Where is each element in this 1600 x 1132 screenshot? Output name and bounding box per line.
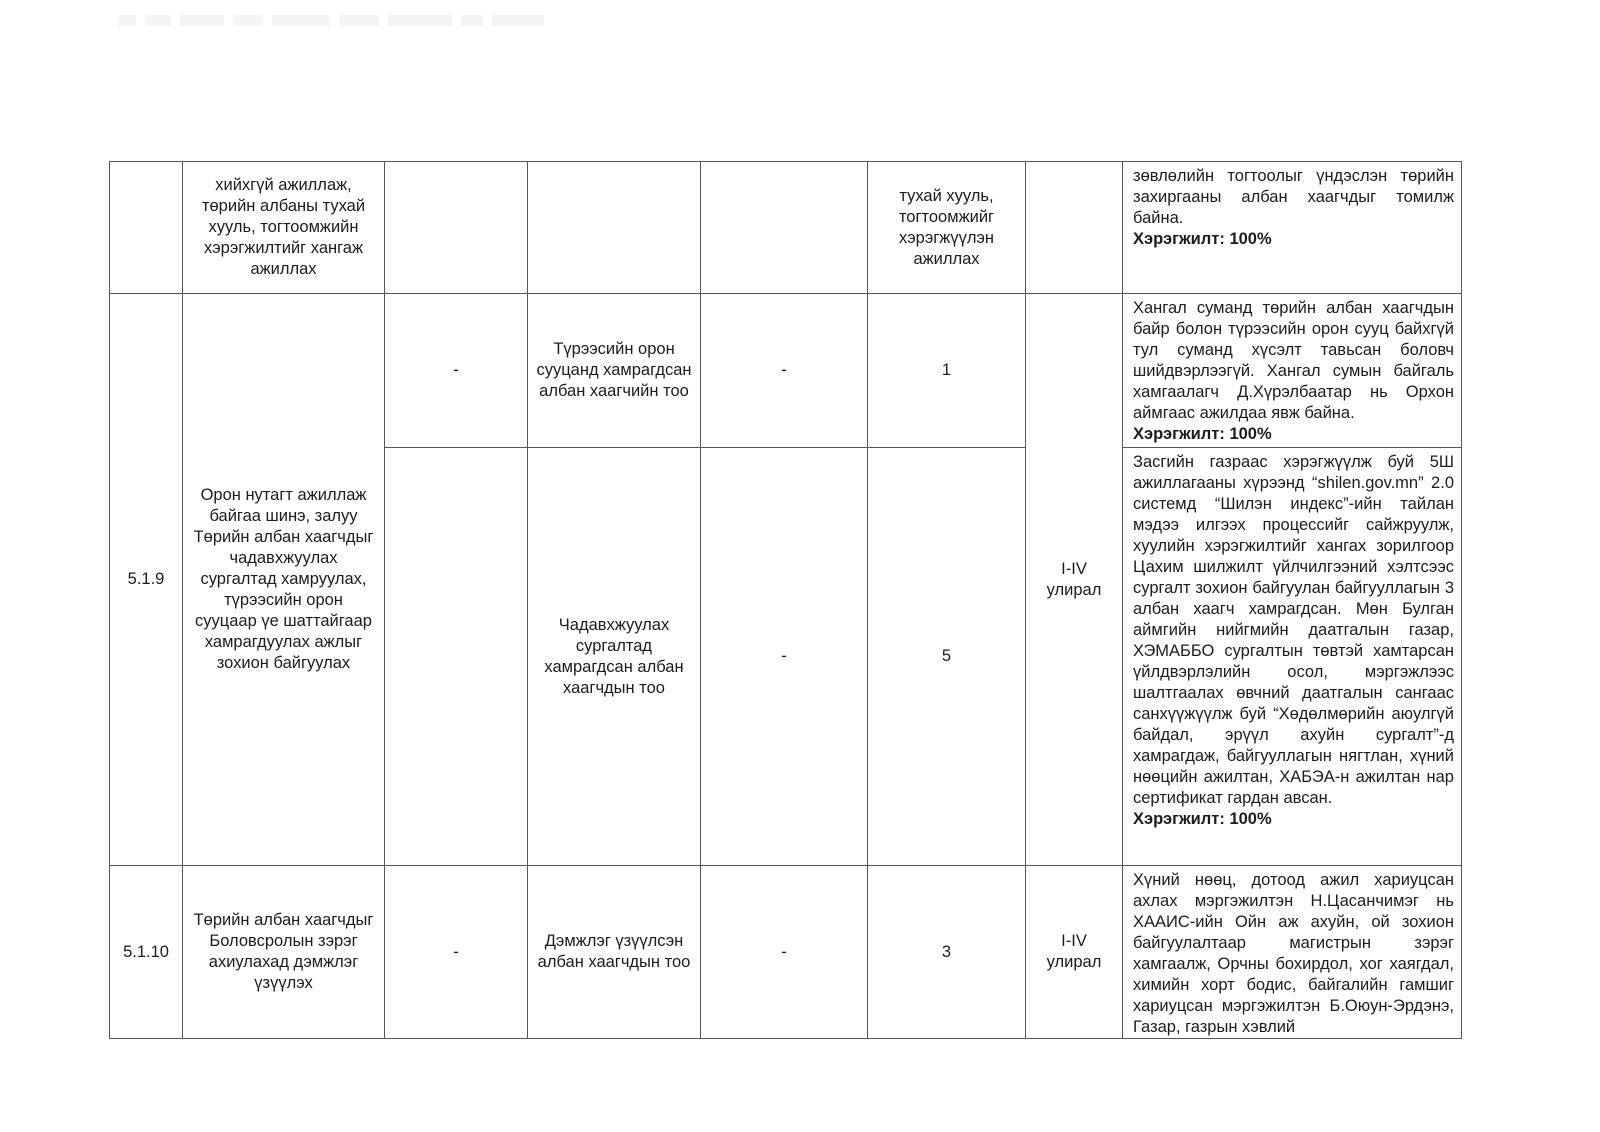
cell-result-519-1: [1122, 293, 1461, 447]
faint-header-artifact: [118, 14, 544, 27]
result-text: Хүний нөөц, дотоод ажил хариуцсан ахлах мэргэжилтэн Н.Цасанчимэг нь ХААИС-ийн Ойн аж ахуйн, ой зохион байгуулалтаар магистрын зэрэг хамгаалж, Орчны бохирдол, хог хаягдал, химийн хорт бодис, байгалийн гамшиг хариуцсан мэргэжилтэн Б.Оюун-Эрдэнэ, Газар, газрын хэвлий: [1133, 871, 1454, 1036]
cell-indicator-519-2: Чадавхжуулах сургалтад хамрагдсан албан хаагчдын тоо: [527, 447, 700, 865]
report-table: [109, 161, 1462, 1039]
implementation-badge: Хэрэгжилт: 100%: [1133, 810, 1272, 828]
cell-indicator-5110: Дэмжлэг үзүүлсэн албан хаагчдын тоо: [527, 865, 700, 1038]
cell-baseline-empty: [700, 161, 867, 293]
cell-result-carryover: [1122, 161, 1461, 293]
cell-budget-519-empty: [384, 447, 527, 865]
cell-no-519: 5.1.9: [109, 293, 182, 865]
cell-no-5110: 5.1.10: [109, 865, 182, 1038]
cell-quarter-5110: I-IV улирал: [1025, 865, 1122, 1038]
cell-no-empty: [109, 161, 182, 293]
result-text: Хангал суманд төрийн албан хаагчдын байр болон түрээсийн орон сууц байхгүй тул суманд хүсэлт тавьсан боловч шийдвэрлээгүй. Хангал сумын байгаль хамгаалагч Д.Хүрэлбаатар нь Орхон аймгаас ажилдаа явж байна.: [1133, 299, 1454, 422]
cell-task-5110: Төрийн албан хаагчдыг Боловсролын зэрэг ахиулахад дэмжлэг үзүүлэх: [182, 865, 384, 1038]
cell-quarter-519: I-IV улирал: [1025, 293, 1122, 865]
result-text: зөвлөлийн тогтоолыг үндэслэн төрийн захиргааны албан хаагчдыг томилж байна.: [1133, 167, 1454, 227]
cell-result-519-2: [1122, 447, 1461, 865]
cell-baseline-519-1: -: [700, 293, 867, 447]
cell-target-519-2: 5: [867, 447, 1025, 865]
cell-target-519-1: 1: [867, 293, 1025, 447]
cell-budget-5110: -: [384, 865, 527, 1038]
cell-task-519: Орон нутагт ажиллаж байгаа шинэ, залуу Төрийн албан хаагчдыг чадавхжуулах сургалтад хамруулах, түрээсийн орон сууцаар үе шаттайгаар хамрагдуулах ажлыг зохион байгуулах: [182, 293, 384, 865]
cell-quarter-empty: [1025, 161, 1122, 293]
cell-criteria-carryover: тухай хууль, тогтоомжийг хэрэгжүүлэн ажиллах: [867, 161, 1025, 293]
cell-result-5110: [1122, 865, 1461, 1038]
cell-indicator-519-1: Түрээсийн орон сууцанд хамрагдсан албан хаагчийн тоо: [527, 293, 700, 447]
cell-budget-519: -: [384, 293, 527, 447]
implementation-badge: Хэрэгжилт: 100%: [1133, 425, 1272, 443]
cell-indicator-empty: [527, 161, 700, 293]
cell-baseline-5110: -: [700, 865, 867, 1038]
cell-baseline-519-2: -: [700, 447, 867, 865]
result-text: Засгийн газраас хэрэгжүүлж буй 5Ш ажиллагааны хүрээнд “shilen.gov.mn” 2.0 системд “Шилэн индекс”-ийн тайлан мэдээ илгээх процессийг сайжруулж, хуулийн хэрэгжилтийг хангах зорилгоор Цахим шилжилт үйлчилгээний хэлтсээс сургалт зохион байгуулан байгууллагын 3 албан хаагч хамрагдсан. Мөн Булган аймгийн нийгмийн даатгалын газар, ХЭМАББО сургалтын төвтэй хамтарсан үйлдвэрлэлийн осол, мэргэжлээс шалтгаалах өвчний даатгалын сангаас санхүүжүүлж буй “Хөдөлмөрийн аюулгүй байдал, эрүүл ахуйн сургалт”-д хамрагдаж, байгууллагын нягтлан, хүний нөөцийн ажилтан, ХАБЭА-н ажилтан нар сертификат гардан авсан.: [1133, 453, 1454, 807]
implementation-badge: Хэрэгжилт: 100%: [1133, 230, 1272, 248]
cell-budget-empty: [384, 161, 527, 293]
cell-task-carryover: хийхгүй ажиллаж, төрийн албаны тухай хууль, тогтоомжийн хэрэгжилтийг хангаж ажиллах: [182, 161, 384, 293]
cell-target-5110: 3: [867, 865, 1025, 1038]
